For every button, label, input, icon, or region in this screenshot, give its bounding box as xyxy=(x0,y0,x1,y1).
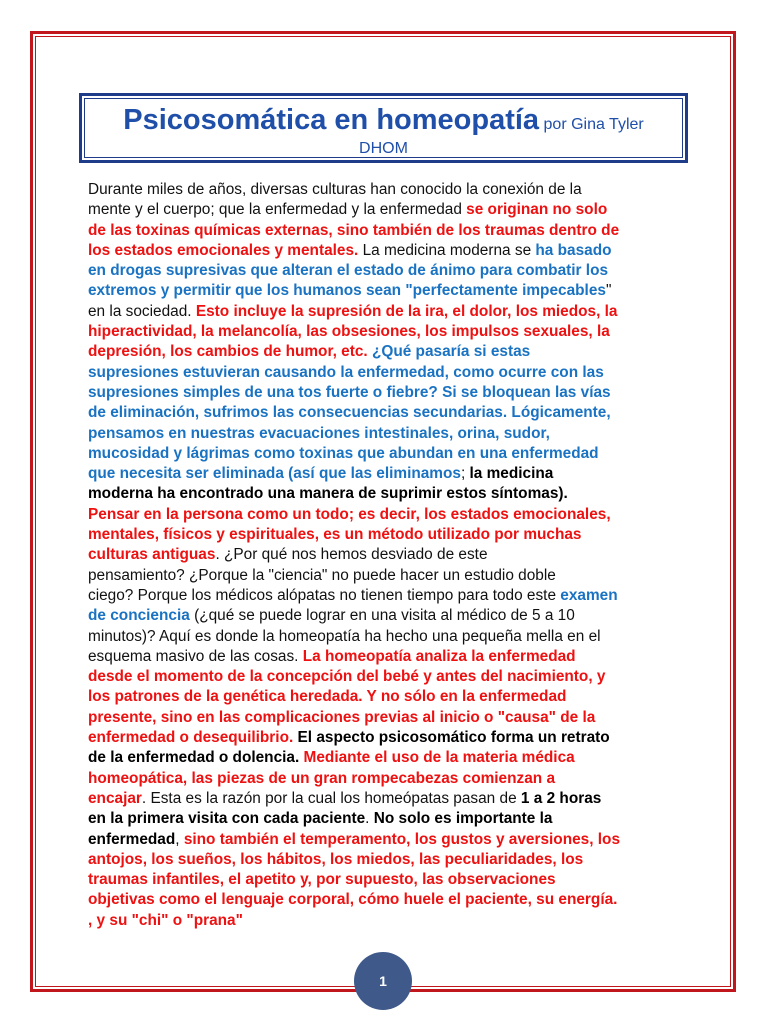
body-line xyxy=(88,383,680,403)
body-line xyxy=(88,606,680,626)
text-run: La homeopatía analiza la enfermedad xyxy=(302,647,576,665)
text-run: objetivas como el lenguaje corporal, cómo huele el paciente, su energía. xyxy=(88,891,618,909)
text-run: en la primera visita con cada paciente xyxy=(88,810,366,828)
text-run: . Esta es la razón por la cual los homeópatas pasan de xyxy=(141,789,521,807)
body-line xyxy=(88,728,680,748)
text-run: hiperactividad, la melancolía, las obsesiones, los impulsos sexuales, la xyxy=(88,323,610,341)
body-line xyxy=(88,545,680,565)
text-run: depresión, los cambios de humor, etc. xyxy=(88,343,372,361)
text-run: se originan no solo xyxy=(466,201,608,219)
body-line xyxy=(88,525,680,545)
body-line xyxy=(88,180,680,200)
body-line xyxy=(88,464,680,484)
text-run: traumas infantiles, el apetito y, por supuesto, las observaciones xyxy=(88,871,556,889)
text-run: " xyxy=(605,282,612,300)
text-run: Pensar en la persona como un todo; es decir, los estados emocionales, xyxy=(88,505,611,523)
text-run: pensamos en nuestras evacuaciones intestinales, orina, sudor, xyxy=(88,424,550,442)
text-run: de conciencia xyxy=(88,607,190,625)
text-run: la medicina xyxy=(469,465,554,483)
body-line xyxy=(88,586,680,606)
text-run: Esto incluye la supresión de la ira, el dolor, los miedos, la xyxy=(195,302,618,320)
text-run: enfermedad o desequilibrio. xyxy=(88,729,294,747)
text-run: que necesita ser eliminada (así que las eliminamos xyxy=(88,465,461,483)
body-line xyxy=(88,322,680,342)
text-run: pensamiento? ¿Porque la "ciencia" no puede hacer un estudio doble xyxy=(88,566,556,584)
text-run: los patrones de la genética heredada. Y no sólo en la enfermedad xyxy=(88,688,567,706)
text-run: sino también el temperamento, los gustos y aversiones, los xyxy=(183,830,621,848)
text-run: ; xyxy=(460,465,470,483)
body-line xyxy=(88,687,680,707)
text-run: en la sociedad. xyxy=(88,302,196,320)
text-run: ¿Qué pasaría si estas xyxy=(371,343,531,361)
body-line xyxy=(88,789,680,809)
text-run: mentales, físicos y espirituales, es un método utilizado por muchas xyxy=(88,526,582,544)
body-line xyxy=(88,200,680,220)
body-line xyxy=(88,302,680,322)
author-credential: DHOM xyxy=(359,140,408,157)
text-run: desde el momento de la concepción del bebé y antes del nacimiento, y xyxy=(88,668,606,686)
text-run: encajar xyxy=(88,789,142,807)
body-line xyxy=(88,708,680,728)
text-run: de eliminación, sufrimos las consecuencias secundarias. Lógicamente, xyxy=(88,404,611,422)
body-line xyxy=(88,444,680,464)
body-line xyxy=(88,911,680,931)
text-run: minutos)? Aquí es donde la homeopatía ha hecho una pequeña mella en el xyxy=(88,627,601,645)
body-line xyxy=(88,363,680,383)
text-run: los estados emocionales y mentales. xyxy=(88,241,359,259)
text-run: presente, sino en las complicaciones previas al inicio o "causa" de la xyxy=(88,708,596,726)
body-line xyxy=(88,769,680,789)
text-run: de las toxinas químicas externas, sino también de los traumas dentro de xyxy=(88,221,620,239)
text-run: Durante miles de años, diversas culturas han conocido la conexión de la xyxy=(88,181,582,198)
body-line xyxy=(88,342,680,362)
text-run: culturas antiguas xyxy=(88,546,216,564)
text-run: , y su "chi" o "prana" xyxy=(88,911,243,929)
text-run: antojos, los sueños, los hábitos, los miedos, las peculiaridades, los xyxy=(88,850,584,868)
body-line xyxy=(88,484,680,504)
page-title: Psicosomática en homeopatía xyxy=(123,104,540,136)
text-run: . xyxy=(365,810,374,828)
text-run: homeopática, las piezas de un gran rompecabezas comienzan a xyxy=(88,769,556,787)
text-run: examen xyxy=(560,586,618,604)
body-line xyxy=(88,505,680,525)
body-line xyxy=(88,424,680,444)
text-run: No solo es importante la xyxy=(373,810,553,828)
text-run: en drogas supresivas que alteran el estado de ánimo para combatir los xyxy=(88,262,609,280)
body-line xyxy=(88,566,680,586)
body-line xyxy=(88,241,680,261)
text-run: Mediante el uso de la materia médica xyxy=(299,749,575,767)
body-line xyxy=(88,647,680,667)
article-body xyxy=(88,180,680,931)
text-run: , xyxy=(175,830,184,848)
text-run: moderna ha encontrado una manera de suprimir estos síntomas). xyxy=(88,485,568,503)
text-run: El aspecto psicosomático forma un retrato xyxy=(293,729,610,747)
title-line xyxy=(85,105,682,140)
body-line xyxy=(88,890,680,910)
text-run: supresiones simples de una tos fuerte o fiebre? Si se bloquean las vías xyxy=(88,383,611,401)
text-run: (¿qué se puede lograr en una visita al médico de 5 a 10 xyxy=(189,607,575,625)
body-line xyxy=(88,627,680,647)
text-run: La medicina moderna se xyxy=(358,241,536,259)
text-run: mente y el cuerpo; que la enfermedad y la enfermedad xyxy=(88,201,467,219)
body-line xyxy=(88,221,680,241)
text-run: . ¿Por qué nos hemos desviado de este xyxy=(215,546,488,564)
body-line xyxy=(88,403,680,423)
text-run: ciego? Porque los médicos alópatas no tienen tiempo para todo este xyxy=(88,586,561,604)
body-line xyxy=(88,850,680,870)
text-run: extremos y permitir que los humanos sean "perfectamente impecables xyxy=(88,282,606,300)
text-run: mucosidad y lágrimas como toxinas que abundan en una enfermedad xyxy=(88,444,599,462)
text-run: 1 a 2 horas xyxy=(520,789,602,807)
body-line xyxy=(88,261,680,281)
text-run: enfermedad xyxy=(88,830,176,848)
body-line xyxy=(88,748,680,768)
page-number-badge: 1 xyxy=(354,952,412,1010)
body-line xyxy=(88,667,680,687)
title-box xyxy=(84,98,683,158)
body-line xyxy=(88,830,680,850)
body-line xyxy=(88,870,680,890)
text-run: de la enfermedad o dolencia. xyxy=(88,749,300,767)
body-line xyxy=(88,809,680,829)
text-run: supresiones estuvieran causando la enfermedad, como ocurre con las xyxy=(88,363,604,381)
text-run: esquema masivo de las cosas. xyxy=(88,647,303,665)
text-run: ha basado xyxy=(535,241,612,259)
author-byline: por Gina Tyler xyxy=(539,116,644,133)
body-line xyxy=(88,281,680,301)
